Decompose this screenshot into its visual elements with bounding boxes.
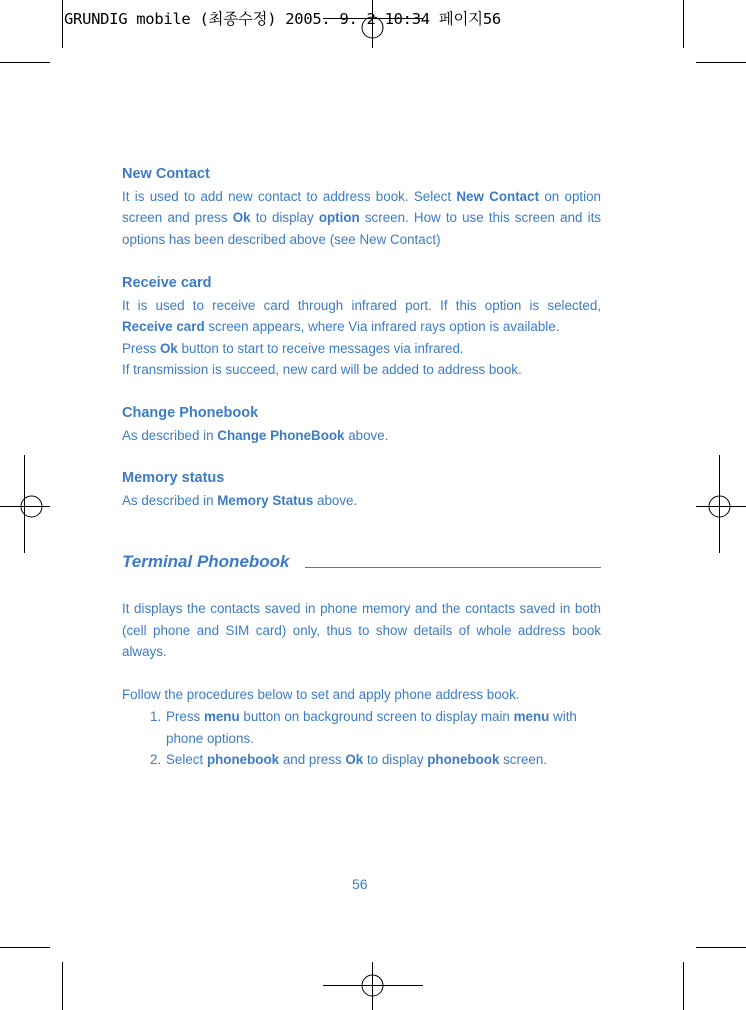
follow-text: Follow the procedures below to set and apply phone address book. xyxy=(122,687,520,702)
section-memory-status xyxy=(122,468,601,511)
bold-term: phonebook xyxy=(206,752,280,767)
new-contact-text xyxy=(122,186,601,251)
heading-change-phonebook: Change Phonebook xyxy=(122,405,259,421)
bold-term: menu xyxy=(513,709,550,724)
procedure-steps xyxy=(150,706,601,771)
bold-term: Change PhoneBook xyxy=(217,427,345,443)
text: Select xyxy=(166,752,207,767)
section-new-contact xyxy=(122,164,601,250)
text: to display xyxy=(363,752,428,767)
terminal-phonebook-intro xyxy=(122,598,601,663)
title-underline-rule xyxy=(305,567,601,568)
memory-status-text xyxy=(122,490,601,512)
section-change-phonebook xyxy=(122,403,601,446)
heading-receive-card: Receive card xyxy=(122,275,212,291)
bold-term: Ok xyxy=(345,752,364,767)
registration-mark-bottom xyxy=(323,962,423,1010)
receive-card-line-3 xyxy=(122,338,601,360)
text: to display xyxy=(250,210,319,225)
page-number: 56 xyxy=(352,876,368,892)
text: button to start to receive messages via infrared. xyxy=(177,340,464,356)
terminal-phonebook-follow xyxy=(122,684,601,706)
registration-mark-right xyxy=(696,455,746,553)
receive-card-line-2 xyxy=(122,316,601,338)
list-item xyxy=(150,749,601,771)
text: on option screen and press xyxy=(122,188,601,225)
text: with phone options. xyxy=(166,709,577,746)
bold-term: New Contact xyxy=(456,188,540,204)
receive-card-line-1: It is used to receive card through infrared port. If this option is selected, xyxy=(122,297,601,313)
bold-term: option xyxy=(318,210,360,225)
step-text xyxy=(166,749,547,771)
section-title-terminal-phonebook: Terminal Phonebook xyxy=(122,552,290,571)
text: Press xyxy=(122,340,160,356)
text: As described in xyxy=(122,427,218,443)
text: It is used to add new contact to address book. Select xyxy=(122,188,457,204)
text: above. xyxy=(313,492,358,508)
text: and press xyxy=(279,752,346,767)
bold-term: Ok xyxy=(159,340,178,356)
bold-term: Receive card xyxy=(122,319,205,334)
bold-term: phonebook xyxy=(427,752,500,767)
heading-new-contact: New Contact xyxy=(122,166,210,182)
print-slug: GRUNDIG mobile (최종수정) 2005. 9. 2 10:34 페이지56 xyxy=(64,10,501,28)
text: above. xyxy=(344,427,389,443)
step-number: 1. xyxy=(150,709,162,724)
text: button on background screen to display main xyxy=(239,709,514,724)
text: screen appears, where Via infrared rays option is available. xyxy=(204,319,560,334)
bold-term: Memory Status xyxy=(217,492,314,508)
heading-memory-status: Memory status xyxy=(122,470,225,486)
change-phonebook-text xyxy=(122,425,601,447)
text: Press xyxy=(166,709,204,724)
bold-term: Ok xyxy=(232,210,251,225)
section-receive-card xyxy=(122,273,601,381)
list-item xyxy=(150,706,601,749)
text: As described in xyxy=(122,492,218,508)
text: screen. How to use this screen and its options has been described above (see New Contact) xyxy=(122,210,601,247)
step-number: 2. xyxy=(150,752,162,767)
receive-card-line-4: If transmission is succeed, new card will be added to address book. xyxy=(122,362,522,377)
text: screen. xyxy=(499,752,548,767)
step-text xyxy=(166,706,601,749)
intro-text: It displays the contacts saved in phone memory and the contacts saved in both (cell phone and SIM card) only, thus to show details of whole address book always. xyxy=(122,601,601,659)
registration-mark-left xyxy=(0,455,50,553)
bold-term: menu xyxy=(203,709,240,724)
